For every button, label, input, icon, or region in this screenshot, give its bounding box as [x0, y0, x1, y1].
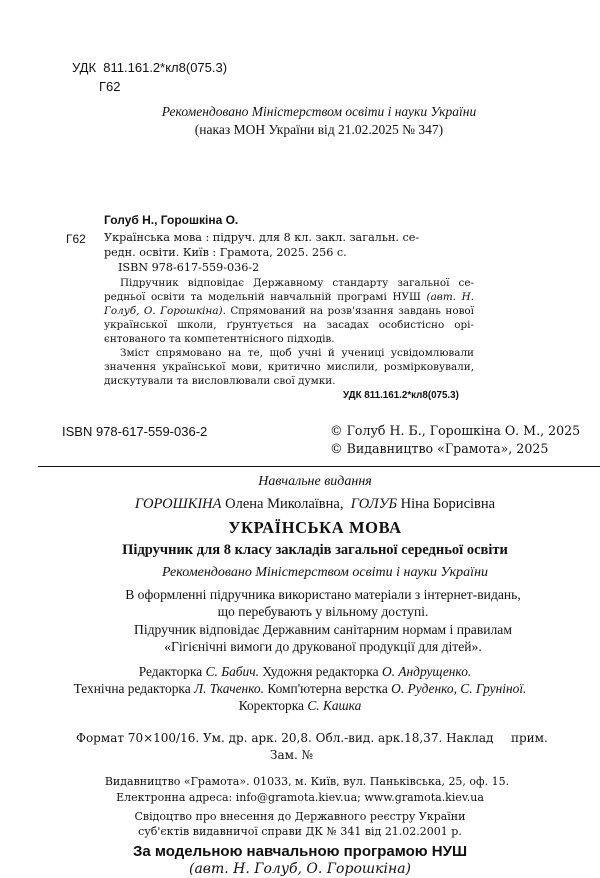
publisher-address: Видавництво «Грамота». 01033, м. Київ, вул. Паньківська, 25, оф. 15. [104, 775, 510, 788]
internet-materials-line2: що перебувають у вільному доступі. [217, 604, 429, 619]
proofreader-line: Коректорка С. Кашка [238, 698, 362, 713]
catalog-description-line1: Українська мова : підруч. для 8 кл. закл. загальн. се- [104, 231, 420, 244]
imprint-recommended: Рекомендовано Міністерством освіти і науки України [161, 565, 489, 580]
sanitary-line2: «Гігієнічні вимоги до друкованої продукції для дітей». [164, 639, 482, 654]
tech-editors-line: Технічна редакторка Л. Ткаченко. Комп'ютерна верстка О. Руденко, С. Груніної. [73, 681, 527, 696]
annotation-paragraph-1: Підручник відповідає Державному стандарту загальної се-редньої освіти та модельній навчальній програмі НУШ (авт. Н. Голуб, О. Горошкіна). Спрямований на розв'язання завдань нової української школи, ґрунтується на засадах особистісно орі-єнтованого та компетентнісного підходів. [104, 277, 475, 345]
annotation-paragraph-2: Зміст спрямовано на те, щоб учні й учениці усвідомлювали значення української мови, критично мислили, розмірковували, дискутували та висловлювали свої думки. [104, 347, 474, 387]
recommendation-line1: Рекомендовано Міністерством освіти і науки України [161, 104, 477, 119]
internet-materials-line1: В оформленні підручника використано матеріали з інтернет-видань, [125, 587, 521, 602]
book-title: УКРАЇНСЬКА МОВА [228, 518, 402, 537]
bbk-code: Г62 [99, 79, 121, 94]
catalog-description-line2: редн. освіти. Київ : Грамота, 2025. 256 с. [104, 246, 347, 259]
copyright-authors: © Голуб Н. Б., Горошкіна О. М., 2025 [330, 423, 581, 438]
certificate-line1: Свідоцтво про внесення до Державного реєстру України [134, 810, 466, 823]
divider-line [38, 466, 600, 467]
certificate-line2: суб'єктів видавничої справи ДК № 341 від 21.02.2001 р. [138, 825, 462, 838]
catalog-side-code: Г62 [66, 232, 86, 246]
program-authors: (авт. Н. Голуб, О. Горошкіна) [188, 861, 412, 877]
udk-code: 811.161.2*кл8(075.3) [103, 60, 228, 75]
copyright-publisher: © Видавництво «Грамота», 2025 [330, 441, 549, 456]
copies-label: прим. [511, 731, 548, 745]
catalog-authors: Голуб Н., Горошкіна О. [104, 213, 239, 227]
order-label: Зам. № [270, 748, 313, 762]
book-subtitle: Підручник для 8 класу закладів загальної середньої освіти [122, 542, 508, 558]
edition-type: Навчальне видання [258, 474, 372, 489]
catalog-annotation [104, 276, 474, 388]
program-line: За модельною навчальною програмою НУШ [132, 843, 468, 860]
catalog-udk-right: УДК 811.161.2*кл8(075.3) [343, 390, 459, 401]
editors-line: Редакторка С. Бабич. Художня редакторка О. Андрущенко. [138, 664, 472, 679]
udk-line: УДК 811.161.2*кл8(075.3) [72, 60, 228, 75]
imprint-authors: ГОРОШКІНА Олена Миколаївна, ГОЛУБ Ніна Борисівна [134, 496, 496, 512]
isbn-left: ISBN 978-617-559-036-2 [62, 424, 208, 439]
recommendation-line2: (наказ МОН України від 21.02.2025 № 347) [194, 122, 444, 137]
format-line: Формат 70×100/16. Ум. др. арк. 20,8. Обл.-вид. арк.18,37. Наклад [76, 731, 494, 745]
sanitary-line1: Підручник відповідає Державним санітарним нормам і правилам [134, 622, 512, 637]
publisher-email: Електронна адреса: info@gramota.kiev.ua; www.gramota.kiev.ua [116, 791, 484, 804]
catalog-isbn: ISBN 978-617-559-036-2 [118, 261, 260, 274]
